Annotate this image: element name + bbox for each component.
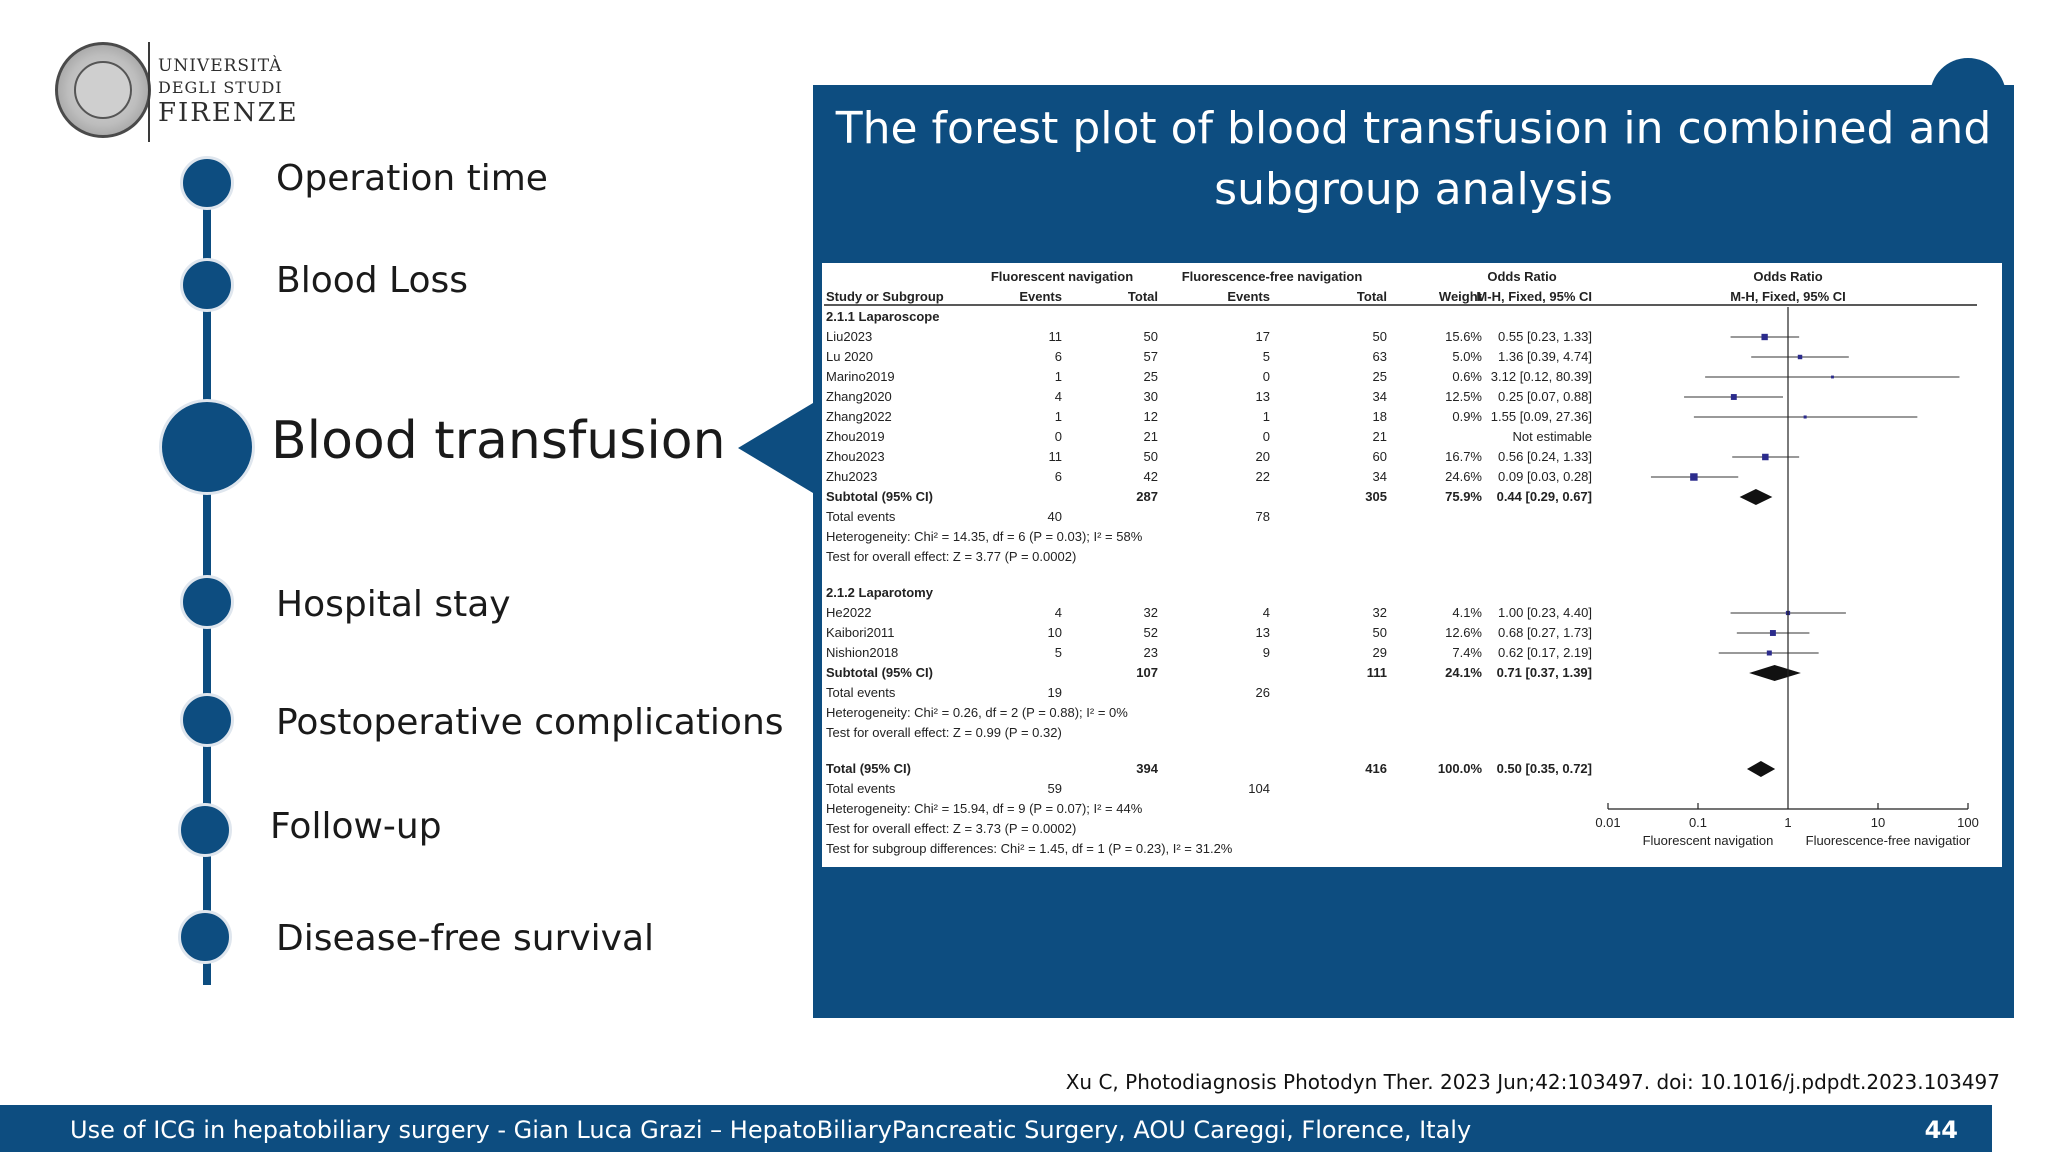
forest-row-2-total2: 63 <box>1372 349 1387 364</box>
logo-divider <box>148 42 150 142</box>
forest-row-16-study: Kaibori2011 <box>826 625 895 640</box>
forest-row-17-ci: 0.62 [0.17, 2.19] <box>1498 645 1592 660</box>
panel-title-line1: The forest plot of blood transfusion in combined and <box>835 103 1992 154</box>
forest-row-15-total2: 32 <box>1372 605 1387 620</box>
forest-row-4-total1: 30 <box>1143 389 1158 404</box>
header-events1: Events <box>1019 289 1062 304</box>
forest-row-5-ci: 1.55 [0.09, 27.36] <box>1490 409 1592 424</box>
forest-row-1-events2: 17 <box>1255 329 1270 344</box>
forest-row-1-events1: 11 <box>1048 329 1062 344</box>
forest-row-26-study: Test for overall effect: Z = 3.73 (P = 0.0002) <box>826 821 1077 836</box>
forest-plot-svg <box>822 263 2002 867</box>
pointer-arrow <box>738 400 818 496</box>
forest-row-9-study: Subtotal (95% CI) <box>826 489 933 504</box>
forest-row-16-point <box>1770 630 1776 636</box>
forest-row-7-weight: 16.7% <box>1445 449 1482 464</box>
forest-row-4-events2: 13 <box>1255 389 1270 404</box>
forest-plot-figure <box>822 263 2002 867</box>
citation: Xu C, Photodiagnosis Photodyn Ther. 2023 Jun;42:103497. doi: 10.1016/j.pdpdt.2023.103497 <box>1065 1070 2000 1094</box>
forest-row-18-total1: 107 <box>1136 665 1158 680</box>
forest-row-6-total1: 21 <box>1143 429 1158 444</box>
forest-row-5-events1: 1 <box>1054 409 1062 424</box>
forest-row-8-total2: 34 <box>1372 469 1387 484</box>
panel-title-line2: subgroup analysis <box>1214 164 1613 215</box>
forest-row-5-study: Zhang2022 <box>826 409 892 424</box>
forest-row-5-events2: 1 <box>1262 409 1270 424</box>
forest-row-7-events1: 11 <box>1048 449 1062 464</box>
logo-text-line3: FIRENZE <box>158 98 299 128</box>
forest-row-16-weight: 12.6% <box>1445 625 1482 640</box>
forest-row-27-study: Test for subgroup differences: Chi² = 1.45, df = 1 (P = 0.23), I² = 31.2% <box>826 841 1233 856</box>
forest-row-15-events2: 4 <box>1262 605 1270 620</box>
forest-row-1-total1: 50 <box>1143 329 1158 344</box>
forest-row-17-total2: 29 <box>1372 645 1387 660</box>
forest-row-15-total1: 32 <box>1143 605 1158 620</box>
forest-row-3-point <box>1831 376 1834 379</box>
forest-row-17-weight: 7.4% <box>1452 645 1482 660</box>
timeline-item-operation-time[interactable]: Operation time <box>276 158 548 199</box>
axis-left-label: Fluorescent navigation <box>1642 833 1774 848</box>
header-total2: Total <box>1356 289 1387 304</box>
forest-row-18-ci: 0.71 [0.37, 1.39] <box>1496 665 1592 680</box>
forest-row-6-events1: 0 <box>1054 429 1062 444</box>
forest-row-10-events2: 78 <box>1255 509 1270 524</box>
header-method-plot: M-H, Fixed, 95% CI <box>1730 289 1846 304</box>
x-tick-label-3: 10 <box>1870 815 1886 830</box>
header-weight: Weight <box>1438 289 1482 304</box>
forest-row-20-study: Heterogeneity: Chi² = 0.26, df = 2 (P = 0.88); I² = 0% <box>826 705 1128 720</box>
forest-row-7-events2: 20 <box>1255 449 1270 464</box>
forest-row-4-ci: 0.25 [0.07, 0.88] <box>1498 389 1592 404</box>
forest-row-6-events2: 0 <box>1262 429 1270 444</box>
forest-row-17-events2: 9 <box>1262 645 1270 660</box>
timeline-dot <box>180 258 234 312</box>
forest-row-15-weight: 4.1% <box>1452 605 1482 620</box>
forest-row-7-study: Zhou2023 <box>826 449 885 464</box>
forest-row-6-study: Zhou2019 <box>826 429 885 444</box>
forest-row-21-study: Test for overall effect: Z = 0.99 (P = 0.32) <box>826 725 1062 740</box>
header-events2: Events <box>1227 289 1270 304</box>
forest-row-18-study: Subtotal (95% CI) <box>826 665 933 680</box>
forest-row-3-total1: 25 <box>1143 369 1158 384</box>
forest-row-8-study: Zhu2023 <box>826 469 878 484</box>
forest-row-7-total2: 60 <box>1372 449 1387 464</box>
timeline-item-blood-transfusion[interactable]: Blood transfusion <box>271 411 726 471</box>
forest-row-8-events1: 6 <box>1054 469 1062 484</box>
timeline-item-disease-free-survival[interactable]: Disease-free survival <box>276 918 655 959</box>
forest-row-16-events2: 13 <box>1255 625 1270 640</box>
x-tick-label-4: 100 <box>1957 815 1979 830</box>
header-group2: Fluorescence-free navigation <box>1181 269 1363 284</box>
timeline-dot <box>180 693 234 747</box>
forest-row-8-total1: 42 <box>1143 469 1158 484</box>
logo-text-line1: UNIVERSITÀ <box>158 56 283 76</box>
header-or-col: Odds Ratio <box>1487 269 1557 284</box>
forest-row-9-weight: 75.9% <box>1445 489 1482 504</box>
forest-row-9-ci: 0.44 [0.29, 0.67] <box>1496 489 1592 504</box>
timeline-item-follow-up[interactable]: Follow-up <box>270 806 442 847</box>
forest-row-10-events1: 40 <box>1047 509 1062 524</box>
forest-row-3-study: Marino2019 <box>826 369 895 384</box>
timeline-dot <box>180 575 234 629</box>
timeline-item-hospital-stay[interactable]: Hospital stay <box>276 584 511 625</box>
forest-row-4-total2: 34 <box>1372 389 1387 404</box>
forest-row-2-weight: 5.0% <box>1452 349 1482 364</box>
university-seal-logo <box>55 42 151 138</box>
forest-row-7-ci: 0.56 [0.24, 1.33] <box>1498 449 1592 464</box>
forest-row-2-total1: 57 <box>1143 349 1158 364</box>
forest-row-5-total2: 18 <box>1372 409 1387 424</box>
forest-row-23-study: Total (95% CI) <box>826 761 911 776</box>
forest-row-8-point <box>1690 473 1697 480</box>
forest-row-8-ci: 0.09 [0.03, 0.28] <box>1498 469 1592 484</box>
forest-row-4-study: Zhang2020 <box>826 389 892 404</box>
forest-row-1-study: Liu2023 <box>826 329 873 344</box>
forest-row-9-total2: 305 <box>1365 489 1387 504</box>
forest-row-6-ci: Not estimable <box>1512 429 1592 444</box>
header-group1: Fluorescent navigation <box>990 269 1134 284</box>
forest-row-5-weight: 0.9% <box>1452 409 1482 424</box>
timeline-item-postoperative-complications[interactable]: Postoperative complications <box>276 702 784 743</box>
forest-row-9-total1: 287 <box>1136 489 1158 504</box>
footer-text: Use of ICG in hepatobiliary surgery - Gian Luca Grazi – HepatoBiliaryPancreatic Surgery, AOU Careggi, Florence, Italy <box>70 1116 1472 1144</box>
forest-row-24-events1: 59 <box>1047 781 1062 796</box>
timeline-dot <box>178 910 232 964</box>
forest-row-16-ci: 0.68 [0.27, 1.73] <box>1498 625 1592 640</box>
forest-row-3-ci: 3.12 [0.12, 80.39] <box>1490 369 1592 384</box>
forest-row-8-weight: 24.6% <box>1445 469 1482 484</box>
forest-row-25-study: Heterogeneity: Chi² = 15.94, df = 9 (P = 0.07); I² = 44% <box>826 801 1143 816</box>
forest-row-14-study: 2.1.2 Laparotomy <box>826 585 933 600</box>
forest-row-2-study: Lu 2020 <box>826 349 873 364</box>
x-tick-label-2: 1 <box>1784 815 1792 830</box>
forest-row-3-events1: 1 <box>1054 369 1062 384</box>
forest-row-12-study: Test for overall effect: Z = 3.77 (P = 0.0002) <box>826 549 1077 564</box>
forest-row-1-ci: 0.55 [0.23, 1.33] <box>1498 329 1592 344</box>
header-method: M-H, Fixed, 95% CI <box>1476 289 1592 304</box>
forest-row-10-study: Total events <box>826 509 896 524</box>
forest-row-4-point <box>1731 394 1737 400</box>
axis-right-label: Fluorescence-free navigatior <box>1805 833 1971 848</box>
forest-row-7-total1: 50 <box>1143 449 1158 464</box>
timeline-dot-active <box>159 399 255 495</box>
forest-row-16-total1: 52 <box>1143 625 1158 640</box>
panel-title <box>813 98 2014 220</box>
forest-row-17-study: Nishion2018 <box>826 645 899 660</box>
forest-row-11-study: Heterogeneity: Chi² = 14.35, df = 6 (P = 0.03); I² = 58% <box>826 529 1143 544</box>
forest-row-17-total1: 23 <box>1143 645 1158 660</box>
forest-row-2-events1: 6 <box>1054 349 1062 364</box>
forest-row-24-events2: 104 <box>1248 781 1270 796</box>
forest-row-6-total2: 21 <box>1372 429 1387 444</box>
forest-row-19-events2: 26 <box>1255 685 1270 700</box>
forest-row-23-weight: 100.0% <box>1437 761 1482 776</box>
x-tick-label-0: 0.01 <box>1595 815 1621 830</box>
forest-row-18-weight: 24.1% <box>1445 665 1482 680</box>
forest-row-23-diamond <box>1747 761 1775 777</box>
forest-row-15-ci: 1.00 [0.23, 4.40] <box>1498 605 1592 620</box>
timeline-item-blood-loss[interactable]: Blood Loss <box>276 260 469 301</box>
forest-row-1-point <box>1761 334 1767 340</box>
forest-row-23-ci: 0.50 [0.35, 0.72] <box>1496 761 1592 776</box>
forest-row-2-point <box>1798 355 1802 359</box>
forest-row-19-events1: 19 <box>1047 685 1062 700</box>
forest-row-15-events1: 4 <box>1054 605 1062 620</box>
forest-row-5-point <box>1804 415 1807 418</box>
forest-row-3-weight: 0.6% <box>1452 369 1482 384</box>
forest-row-4-events1: 4 <box>1054 389 1062 404</box>
forest-row-3-total2: 25 <box>1372 369 1387 384</box>
forest-row-5-total1: 12 <box>1143 409 1158 424</box>
forest-row-16-total2: 50 <box>1372 625 1387 640</box>
forest-row-15-study: He2022 <box>826 605 872 620</box>
x-tick-label-1: 0.1 <box>1688 815 1708 830</box>
forest-row-9-diamond <box>1740 489 1773 505</box>
forest-row-18-diamond <box>1749 665 1801 681</box>
page-number: 44 <box>1924 1116 1958 1144</box>
timeline-dot <box>178 803 232 857</box>
forest-row-17-point <box>1767 651 1772 656</box>
logo-text-line2: DEGLI STUDI <box>158 78 283 97</box>
forest-row-3-events2: 0 <box>1262 369 1270 384</box>
forest-row-4-weight: 12.5% <box>1445 389 1482 404</box>
forest-row-0-study: 2.1.1 Laparoscope <box>826 309 940 324</box>
forest-row-7-point <box>1762 454 1768 460</box>
forest-row-18-total2: 111 <box>1366 665 1387 680</box>
forest-row-23-total1: 394 <box>1136 761 1158 776</box>
forest-row-19-study: Total events <box>826 685 896 700</box>
forest-row-17-events1: 5 <box>1054 645 1062 660</box>
forest-row-2-events2: 5 <box>1262 349 1270 364</box>
forest-row-24-study: Total events <box>826 781 896 796</box>
forest-row-8-events2: 22 <box>1255 469 1270 484</box>
forest-row-2-ci: 1.36 [0.39, 4.74] <box>1498 349 1592 364</box>
header-total1: Total <box>1127 289 1158 304</box>
header-study: Study or Subgroup <box>826 289 944 304</box>
forest-row-1-weight: 15.6% <box>1445 329 1482 344</box>
forest-row-23-total2: 416 <box>1365 761 1387 776</box>
forest-row-1-total2: 50 <box>1372 329 1387 344</box>
timeline-dot <box>180 156 234 210</box>
forest-row-16-events1: 10 <box>1047 625 1062 640</box>
header-or-plot: Odds Ratio <box>1753 269 1823 284</box>
